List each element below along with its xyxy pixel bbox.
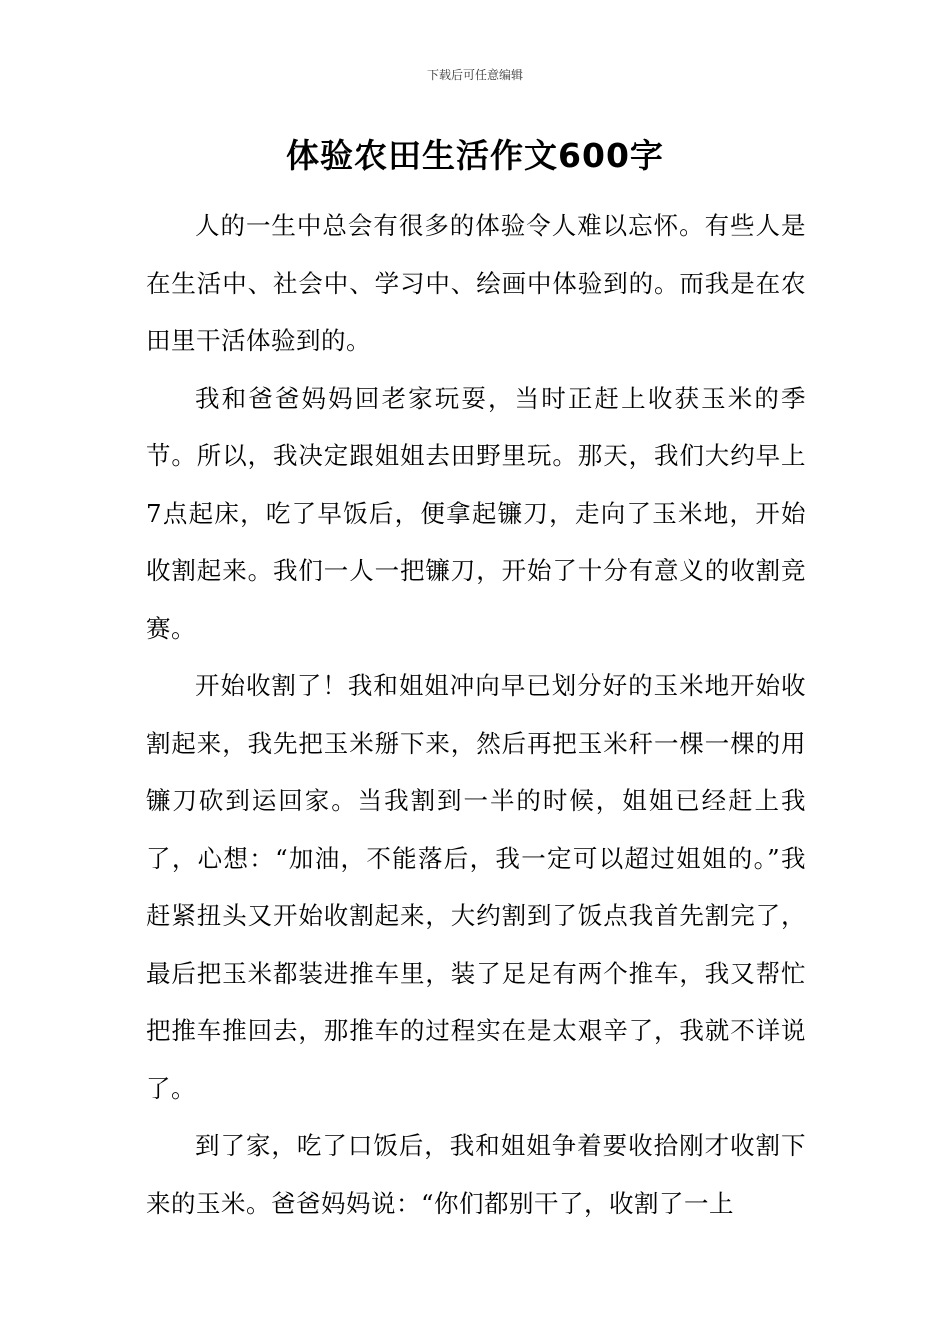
paragraph-2: 我和爸爸妈妈回老家玩耍，当时正赶上收获玉米的季节。所以，我决定跟姐姐去田野里玩。那天，我们大约早上7点起床，吃了早饭后，便拿起镰刀，走向了玉米地，开始收割起来。我们一人一把镰刀，开始了十分有意义的收割竞赛。 [146, 383, 806, 643]
essay-body [146, 197, 806, 1232]
paragraph-4: 到了家，吃了口饭后，我和姐姐争着要收拾刚才收割下来的玉米。爸爸妈妈说：“你们都别干了，收割了一上 [146, 1131, 806, 1218]
paragraph-1: 人的一生中总会有很多的体验令人难以忘怀。有些人是在生活中、社会中、学习中、绘画中体验到的。而我是在农田里干活体验到的。 [146, 211, 806, 355]
header-note: 下载后可任意编辑 [426, 68, 523, 82]
document-title: 体验农田生活作文600字 [286, 136, 664, 175]
paragraph-3: 开始收割了！我和姐姐冲向早已划分好的玉米地开始收割起来，我先把玉米掰下来，然后再把玉米秆一棵一棵的用镰刀砍到运回家。当我割到一半的时候，姐姐已经赶上我了，心想：“加油，不能落后，我一定可以超过姐姐的。”我赶紧扭头又开始收割起来，大约割到了饭点我首先割完了，最后把玉米都装进推车里，装了足足有两个推车，我又帮忙把推车推回去，那推车的过程实在是太艰辛了，我就不详说了。 [146, 671, 806, 1103]
